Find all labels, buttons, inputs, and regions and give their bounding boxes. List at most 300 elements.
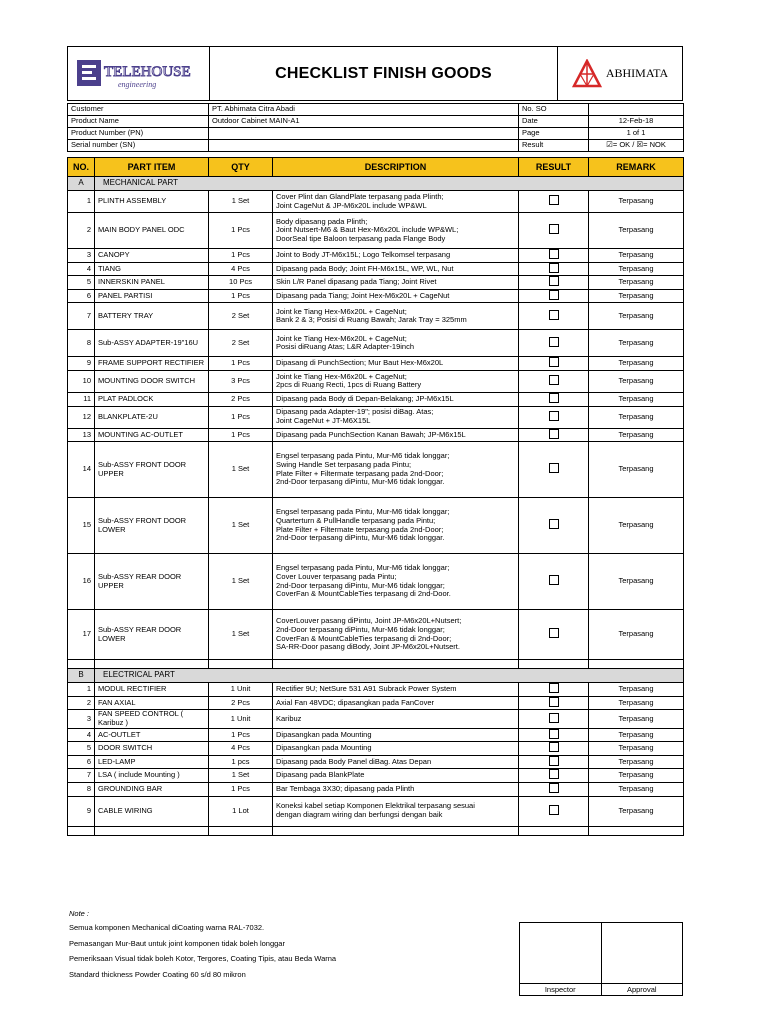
signature-box bbox=[519, 922, 683, 996]
item-part: LED-LAMP bbox=[95, 755, 209, 769]
notes-block bbox=[67, 909, 517, 982]
item-qty: 1 pcs bbox=[209, 755, 273, 769]
description-line: Engsel terpasang pada Pintu, Mur-M6 tidak longgar; bbox=[276, 563, 450, 573]
spacer-row bbox=[68, 660, 684, 669]
item-remark: Terpasang bbox=[589, 303, 684, 330]
description-line: Koneksi kabel setiap Komponen Elektrikal terpasang sesuai bbox=[276, 801, 475, 811]
table-row bbox=[68, 370, 684, 392]
info-table bbox=[67, 103, 684, 152]
description-line: Dipasang pada PunchSection Kanan Bawah; JP-M6x15L bbox=[276, 429, 466, 439]
item-no: 2 bbox=[68, 696, 95, 710]
customer-label: Customer bbox=[68, 104, 209, 116]
item-remark: Terpasang bbox=[589, 428, 684, 442]
description-line: Cover Plint dan GlandPlate terpasang pada Plinth; bbox=[276, 191, 444, 201]
document-header bbox=[67, 46, 683, 101]
description-line: CoverFan & MountCableTies terpasang di 2nd-Door. bbox=[276, 589, 451, 599]
table-row bbox=[68, 696, 684, 710]
item-no: 7 bbox=[68, 303, 95, 330]
col-part-item: PART ITEM bbox=[95, 158, 209, 177]
result-checkbox[interactable] bbox=[549, 805, 559, 815]
section-letter: B bbox=[68, 669, 95, 683]
description-line: 2nd-Door terpasang diPintu, Mur-M6 tidak longgar. bbox=[276, 477, 445, 487]
item-qty: 10 Pcs bbox=[209, 276, 273, 290]
item-qty: 1 Set bbox=[209, 442, 273, 498]
item-description bbox=[273, 710, 519, 728]
document-title: CHECKLIST FINISH GOODS bbox=[275, 64, 492, 82]
section-row bbox=[68, 177, 684, 191]
item-result bbox=[519, 442, 589, 498]
product-number-value bbox=[209, 128, 519, 140]
description-line: Quarterturn & PullHandle terpasang pada Pintu; bbox=[276, 516, 436, 526]
item-no: 4 bbox=[68, 262, 95, 276]
notes-label: Note : bbox=[69, 909, 90, 918]
abhimata-logo-text: ABHIMATA bbox=[605, 66, 669, 80]
result-checkbox[interactable] bbox=[549, 729, 559, 739]
checklist-table bbox=[67, 157, 684, 836]
item-qty: 1 Pcs bbox=[209, 406, 273, 428]
item-remark: Terpasang bbox=[589, 554, 684, 610]
item-part: PANEL PARTISI bbox=[95, 289, 209, 303]
description-line: Joint ke Tiang Hex-M6x20L + CageNut; bbox=[276, 306, 407, 316]
item-qty: 1 Pcs bbox=[209, 728, 273, 742]
item-qty: 1 Pcs bbox=[209, 289, 273, 303]
description-line: Bar Tembaga 3X30; dipasang pada Plinth bbox=[276, 783, 415, 793]
table-row bbox=[68, 249, 684, 263]
item-remark: Terpasang bbox=[589, 442, 684, 498]
table-row bbox=[68, 262, 684, 276]
description-line: DoorSeal tipe Baloon terpasang pada Flange Body bbox=[276, 233, 446, 243]
result-checkbox[interactable] bbox=[549, 683, 559, 693]
item-description bbox=[273, 554, 519, 610]
item-description bbox=[273, 249, 519, 263]
item-description bbox=[273, 696, 519, 710]
item-no: 8 bbox=[68, 782, 95, 796]
item-no: 8 bbox=[68, 330, 95, 357]
col-remark: REMARK bbox=[589, 158, 684, 177]
item-no: 3 bbox=[68, 710, 95, 728]
item-no: 6 bbox=[68, 289, 95, 303]
item-no: 13 bbox=[68, 428, 95, 442]
item-remark: Terpasang bbox=[589, 610, 684, 660]
item-no: 1 bbox=[68, 683, 95, 697]
item-no: 4 bbox=[68, 728, 95, 742]
table-row bbox=[68, 303, 684, 330]
item-description bbox=[273, 392, 519, 406]
item-result bbox=[519, 191, 589, 213]
item-qty: 1 Pcs bbox=[209, 213, 273, 249]
item-result bbox=[519, 610, 589, 660]
description-line: Dipasang di PunchSection; Mur Baut Hex-M6x20L bbox=[276, 358, 444, 368]
item-description bbox=[273, 498, 519, 554]
description-line: Joint ke Tiang Hex-M6x20L + CageNut; bbox=[276, 371, 407, 381]
description-line: Joint CageNut & JP-M6x20L include WP&WL bbox=[276, 200, 427, 210]
result-checkbox[interactable] bbox=[549, 310, 559, 320]
telehouse-logo-subtext: engineering bbox=[117, 79, 156, 89]
item-no: 15 bbox=[68, 498, 95, 554]
note-line: Pemasangan Mur-Baut untuk joint komponen tidak boleh longgar bbox=[69, 938, 285, 948]
table-row bbox=[68, 755, 684, 769]
abhimata-logo-mark-icon bbox=[572, 59, 602, 89]
result-checkbox[interactable] bbox=[549, 769, 559, 779]
item-part: PLINTH ASSEMBLY bbox=[95, 191, 209, 213]
description-line: Joint CageNut + JT-M6X15L bbox=[276, 416, 371, 426]
item-result bbox=[519, 769, 589, 783]
section-letter: A bbox=[68, 177, 95, 191]
result-checkbox[interactable] bbox=[549, 393, 559, 403]
note-line: Semua komponen Mechanical diCoating warna RAL-7032. bbox=[69, 923, 265, 932]
result-checkbox[interactable] bbox=[549, 276, 559, 286]
description-line: Joint to Body JT-M6x15L; Logo Telkomsel terpasang bbox=[276, 250, 451, 259]
item-description bbox=[273, 782, 519, 796]
item-remark: Terpasang bbox=[589, 498, 684, 554]
description-line: 2pcs di Ruang Recti, 1pcs di Ruang Battery bbox=[276, 380, 422, 390]
result-checkbox[interactable] bbox=[549, 463, 559, 473]
result-legend: ☑= OK / ☒= NOK bbox=[589, 140, 684, 152]
date-value: 12-Feb-18 bbox=[589, 116, 684, 128]
item-description bbox=[273, 742, 519, 756]
result-checkbox[interactable] bbox=[549, 697, 559, 707]
result-checkbox[interactable] bbox=[549, 429, 559, 439]
result-checkbox[interactable] bbox=[549, 713, 559, 723]
item-qty: 1 Set bbox=[209, 498, 273, 554]
item-result bbox=[519, 262, 589, 276]
item-description bbox=[273, 213, 519, 249]
item-result bbox=[519, 728, 589, 742]
item-part: CABLE WIRING bbox=[95, 796, 209, 826]
description-line: Axial Fan 48VDC; dipasangkan pada FanCover bbox=[276, 697, 435, 707]
section-name: MECHANICAL PART bbox=[95, 177, 684, 191]
product-name-value: Outdoor Cabinet MAIN-A1 bbox=[209, 116, 519, 128]
item-qty: 1 Set bbox=[209, 191, 273, 213]
telehouse-logo bbox=[68, 47, 210, 100]
item-qty: 1 Pcs bbox=[209, 249, 273, 263]
item-part: GROUNDING BAR bbox=[95, 782, 209, 796]
item-description bbox=[273, 683, 519, 697]
approval-label: Approval bbox=[602, 983, 683, 995]
table-row bbox=[68, 796, 684, 826]
item-description bbox=[273, 191, 519, 213]
checklist-sheet bbox=[67, 46, 683, 836]
description-line: Cover Louver terpasang pada Pintu; bbox=[276, 572, 397, 582]
no-so-value bbox=[589, 104, 684, 116]
item-description bbox=[273, 796, 519, 826]
item-remark: Terpasang bbox=[589, 276, 684, 290]
item-no: 7 bbox=[68, 769, 95, 783]
description-line: Dipasangkan pada Mounting bbox=[276, 743, 372, 753]
description-line: 2nd-Door terpasang diPintu, Mur-M6 tidak longgar; bbox=[276, 580, 445, 590]
table-row bbox=[68, 683, 684, 697]
item-result bbox=[519, 696, 589, 710]
description-line: Engsel terpasang pada Pintu, Mur-M6 tidak longgar; bbox=[276, 507, 450, 517]
item-result bbox=[519, 392, 589, 406]
item-result bbox=[519, 276, 589, 290]
item-description bbox=[273, 276, 519, 290]
item-no: 3 bbox=[68, 249, 95, 263]
item-part: MOUNTING AC-OUTLET bbox=[95, 428, 209, 442]
item-part: CANOPY bbox=[95, 249, 209, 263]
table-row bbox=[68, 742, 684, 756]
item-qty: 1 Unit bbox=[209, 710, 273, 728]
description-line: Dipasang pada Body Panel diBag. Atas Depan bbox=[276, 756, 432, 766]
item-qty: 1 Unit bbox=[209, 683, 273, 697]
table-row bbox=[68, 330, 684, 357]
item-result bbox=[519, 742, 589, 756]
result-checkbox[interactable] bbox=[549, 783, 559, 793]
item-description bbox=[273, 406, 519, 428]
table-row bbox=[68, 428, 684, 442]
result-checkbox[interactable] bbox=[549, 411, 559, 421]
item-description bbox=[273, 357, 519, 371]
item-remark: Terpasang bbox=[589, 330, 684, 357]
item-part: MOUNTING DOOR SWITCH bbox=[95, 370, 209, 392]
result-checkbox[interactable] bbox=[549, 742, 559, 752]
result-checkbox[interactable] bbox=[549, 337, 559, 347]
page-value: 1 of 1 bbox=[589, 128, 684, 140]
item-result bbox=[519, 249, 589, 263]
result-checkbox[interactable] bbox=[549, 263, 559, 273]
item-qty: 1 Lot bbox=[209, 796, 273, 826]
note-line: Pemeriksaan Visual tidak boleh Kotor, Tergores, Coating Tipis, atau Beda Warna bbox=[69, 954, 337, 963]
description-line: Dipasangkan pada Mounting bbox=[276, 729, 372, 739]
item-no: 2 bbox=[68, 213, 95, 249]
item-description bbox=[273, 610, 519, 660]
col-description: DESCRIPTION bbox=[273, 158, 519, 177]
item-no: 9 bbox=[68, 357, 95, 371]
item-remark: Terpasang bbox=[589, 191, 684, 213]
item-remark: Terpasang bbox=[589, 742, 684, 756]
item-remark: Terpasang bbox=[589, 683, 684, 697]
description-line: Bank 2 & 3; Posisi di Ruang Bawah; Jarak Tray = 325mm bbox=[276, 315, 467, 325]
telehouse-logo-text: TELEHOUSE bbox=[103, 63, 191, 80]
item-no: 17 bbox=[68, 610, 95, 660]
item-remark: Terpasang bbox=[589, 357, 684, 371]
abhimata-logo bbox=[557, 47, 682, 100]
no-so-label: No. SO bbox=[519, 104, 589, 116]
result-checkbox[interactable] bbox=[549, 290, 559, 300]
result-checkbox[interactable] bbox=[549, 519, 559, 529]
item-part: Sub-ASSY ADAPTER-19"16U bbox=[95, 330, 209, 357]
table-row bbox=[68, 769, 684, 783]
table-row bbox=[68, 710, 684, 728]
item-result bbox=[519, 755, 589, 769]
result-label: Result bbox=[519, 140, 589, 152]
description-line: Joint Nutsert-M6 & Baut Hex-M6x20L include WP&WL; bbox=[276, 225, 459, 235]
item-remark: Terpasang bbox=[589, 796, 684, 826]
item-part: Sub-ASSY REAR DOOR LOWER bbox=[95, 610, 209, 660]
item-part: BATTERY TRAY bbox=[95, 303, 209, 330]
item-remark: Terpasang bbox=[589, 392, 684, 406]
item-remark: Terpasang bbox=[589, 406, 684, 428]
item-remark: Terpasang bbox=[589, 728, 684, 742]
result-checkbox[interactable] bbox=[549, 224, 559, 234]
description-line: Dipasang pada Body di Depan-Belakang; JP-M6x15L bbox=[276, 393, 454, 403]
result-checkbox[interactable] bbox=[549, 628, 559, 638]
serial-number-label: Serial number (SN) bbox=[68, 140, 209, 152]
result-checkbox[interactable] bbox=[549, 357, 559, 367]
item-part: FAN AXIAL bbox=[95, 696, 209, 710]
item-qty: 2 Set bbox=[209, 303, 273, 330]
table-row bbox=[68, 357, 684, 371]
result-checkbox[interactable] bbox=[549, 249, 559, 259]
table-row bbox=[68, 610, 684, 660]
item-remark: Terpasang bbox=[589, 769, 684, 783]
table-row bbox=[68, 289, 684, 303]
item-qty: 1 Set bbox=[209, 554, 273, 610]
item-description bbox=[273, 769, 519, 783]
item-result bbox=[519, 796, 589, 826]
item-remark: Terpasang bbox=[589, 696, 684, 710]
item-part: Sub-ASSY REAR DOOR UPPER bbox=[95, 554, 209, 610]
item-result bbox=[519, 330, 589, 357]
item-qty: 1 Set bbox=[209, 610, 273, 660]
table-row bbox=[68, 498, 684, 554]
result-checkbox[interactable] bbox=[549, 375, 559, 385]
description-line: Karibuz bbox=[276, 713, 302, 723]
item-part: INNERSKIN PANEL bbox=[95, 276, 209, 290]
item-description bbox=[273, 330, 519, 357]
item-part: TIANG bbox=[95, 262, 209, 276]
item-remark: Terpasang bbox=[589, 782, 684, 796]
description-line: Swing Handle Set terpasang pada Pintu; bbox=[276, 460, 412, 470]
item-remark: Terpasang bbox=[589, 249, 684, 263]
item-qty: 2 Pcs bbox=[209, 696, 273, 710]
description-line: Dipasang pada Tiang; Joint Hex-M6x20L + CageNut bbox=[276, 290, 450, 300]
table-row bbox=[68, 191, 684, 213]
description-line: Dipasang pada Adapter-19"; posisi diBag. Atas; bbox=[276, 407, 434, 417]
item-qty: 4 Pcs bbox=[209, 262, 273, 276]
item-part: FRAME SUPPORT RECTIFIER bbox=[95, 357, 209, 371]
item-qty: 1 Pcs bbox=[209, 428, 273, 442]
description-line: Plate Filter + Filtermate terpasang pada 2nd-Door; bbox=[276, 468, 444, 478]
item-description bbox=[273, 370, 519, 392]
col-result: RESULT bbox=[519, 158, 589, 177]
table-row bbox=[68, 728, 684, 742]
description-line: 2nd-Door terpasang diPintu, Mur-M6 tidak longgar; bbox=[276, 625, 445, 635]
description-line: Dipasang pada Body; Joint FH-M6x15L, WP, WL, Nut bbox=[276, 263, 454, 273]
item-no: 14 bbox=[68, 442, 95, 498]
date-label: Date bbox=[519, 116, 589, 128]
item-description bbox=[273, 289, 519, 303]
item-remark: Terpasang bbox=[589, 755, 684, 769]
item-result bbox=[519, 782, 589, 796]
item-remark: Terpasang bbox=[589, 370, 684, 392]
item-part: Sub-ASSY FRONT DOOR UPPER bbox=[95, 442, 209, 498]
col-no: NO. bbox=[68, 158, 95, 177]
item-qty: 2 Pcs bbox=[209, 392, 273, 406]
item-remark: Terpasang bbox=[589, 710, 684, 728]
item-part: PLAT PADLOCK bbox=[95, 392, 209, 406]
note-line: Standard thickness Powder Coating 60 s/d 80 mikron bbox=[69, 969, 246, 979]
page-label: Page bbox=[519, 128, 589, 140]
table-row bbox=[68, 442, 684, 498]
description-line: Skin L/R Panel dipasang pada Tiang; Joint Rivet bbox=[276, 277, 437, 287]
table-row bbox=[68, 213, 684, 249]
item-result bbox=[519, 213, 589, 249]
item-result bbox=[519, 406, 589, 428]
item-part: Sub-ASSY FRONT DOOR LOWER bbox=[95, 498, 209, 554]
description-line: Engsel terpasang pada Pintu, Mur-M6 tidak longgar; bbox=[276, 451, 450, 461]
item-description bbox=[273, 303, 519, 330]
item-result bbox=[519, 683, 589, 697]
description-line: Plate Filter + Filtermate terpasang pada 2nd-Door; bbox=[276, 524, 444, 534]
telehouse-logo-mark-icon bbox=[74, 56, 204, 92]
item-description bbox=[273, 262, 519, 276]
item-result bbox=[519, 289, 589, 303]
section-name: ELECTRICAL PART bbox=[95, 669, 684, 683]
item-description bbox=[273, 442, 519, 498]
product-number-label: Product Number (PN) bbox=[68, 128, 209, 140]
item-part: FAN SPEED CONTROL ( Karibuz ) bbox=[95, 710, 209, 728]
product-name-label: Product Name bbox=[68, 116, 209, 128]
item-qty: 3 Pcs bbox=[209, 370, 273, 392]
item-qty: 1 Pcs bbox=[209, 782, 273, 796]
item-part: MODUL RECTIFIER bbox=[95, 683, 209, 697]
item-no: 10 bbox=[68, 370, 95, 392]
description-line: Posisi diRuang Atas; L&R Adapter-19inch bbox=[276, 342, 414, 352]
item-remark: Terpasang bbox=[589, 262, 684, 276]
item-result bbox=[519, 357, 589, 371]
item-part: BLANKPLATE-2U bbox=[95, 406, 209, 428]
item-no: 5 bbox=[68, 276, 95, 290]
item-description bbox=[273, 728, 519, 742]
item-result bbox=[519, 303, 589, 330]
item-no: 6 bbox=[68, 755, 95, 769]
item-description bbox=[273, 428, 519, 442]
table-row bbox=[68, 276, 684, 290]
description-line: Body dipasang pada Plinth; bbox=[276, 216, 368, 226]
item-part: MAIN BODY PANEL ODC bbox=[95, 213, 209, 249]
col-qty: QTY bbox=[209, 158, 273, 177]
result-checkbox[interactable] bbox=[549, 575, 559, 585]
description-line: 2nd-Door terpasang diPintu, Mur-M6 tidak longgar. bbox=[276, 533, 445, 543]
description-line: Dipasang pada BlankPlate bbox=[276, 770, 365, 780]
table-row bbox=[68, 406, 684, 428]
description-line: SA-RR-Door pasang diBody, Joint JP-M6x20L+Nutsert. bbox=[276, 642, 460, 652]
item-no: 16 bbox=[68, 554, 95, 610]
item-result bbox=[519, 710, 589, 728]
customer-value: PT. Abhimata Citra Abadi bbox=[209, 104, 519, 116]
item-no: 12 bbox=[68, 406, 95, 428]
item-result bbox=[519, 498, 589, 554]
item-result bbox=[519, 428, 589, 442]
description-line: Joint ke Tiang Hex-M6x20L + CageNut; bbox=[276, 333, 407, 343]
result-checkbox[interactable] bbox=[549, 756, 559, 766]
description-line: dengan diagram wiring dan berfungsi dengan baik bbox=[276, 810, 443, 819]
item-part: AC-OUTLET bbox=[95, 728, 209, 742]
item-no: 1 bbox=[68, 191, 95, 213]
spacer-row bbox=[68, 826, 684, 835]
item-remark: Terpasang bbox=[589, 213, 684, 249]
item-part: DOOR SWITCH bbox=[95, 742, 209, 756]
table-row bbox=[68, 554, 684, 610]
result-checkbox[interactable] bbox=[549, 195, 559, 205]
item-qty: 1 Set bbox=[209, 769, 273, 783]
table-header-row bbox=[68, 158, 684, 177]
table-row bbox=[68, 392, 684, 406]
item-qty: 1 Pcs bbox=[209, 357, 273, 371]
item-result bbox=[519, 370, 589, 392]
inspector-label: Inspector bbox=[520, 983, 601, 995]
description-line: Rectifier 9U; NetSure 531 A91 Subrack Power System bbox=[276, 684, 457, 694]
item-result bbox=[519, 554, 589, 610]
description-line: CoverFan & MountCableTies terpasang di 2nd-Door; bbox=[276, 633, 452, 643]
item-qty: 2 Set bbox=[209, 330, 273, 357]
serial-number-value bbox=[209, 140, 519, 152]
table-row bbox=[68, 782, 684, 796]
item-remark: Terpasang bbox=[589, 289, 684, 303]
item-description bbox=[273, 755, 519, 769]
item-no: 9 bbox=[68, 796, 95, 826]
